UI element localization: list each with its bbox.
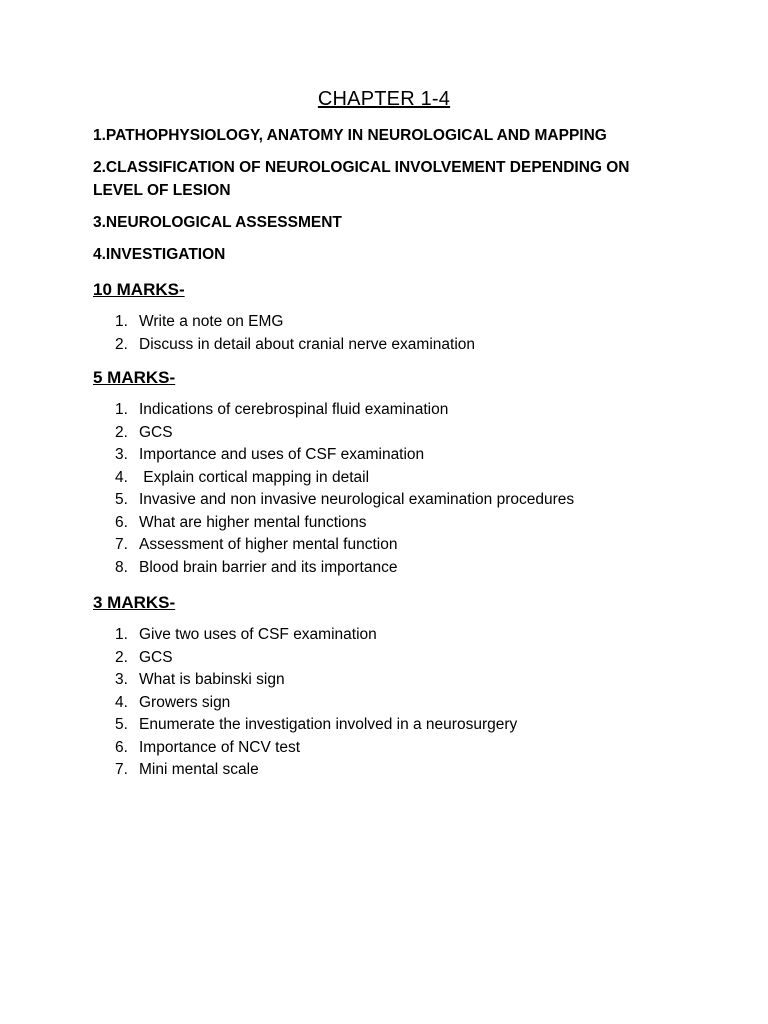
section-heading: 5 MARKS-: [93, 368, 176, 387]
page-title: CHAPTER 1-4: [317, 88, 451, 110]
question-number: 2.: [115, 335, 128, 353]
section-heading: 10 MARKS-: [93, 280, 185, 299]
question-text: GCS: [139, 423, 173, 441]
question-number: 7.: [115, 761, 128, 778]
question-number: 1.: [115, 401, 128, 418]
section-5-marks: [93, 367, 693, 579]
question-item: [93, 759, 693, 782]
question-number: 4.: [115, 693, 128, 711]
section-3-marks: [93, 592, 693, 782]
question-text: Importance and uses of CSF examination: [139, 446, 425, 463]
question-text: Invasive and non invasive neurological examination procedures: [139, 491, 575, 508]
question-text: Discuss in detail about cranial nerve examination: [139, 335, 476, 353]
section-heading: 3 MARKS-: [93, 593, 176, 612]
question-item: [93, 311, 693, 334]
question-text: Importance of NCV test: [139, 738, 301, 756]
question-item: [93, 422, 693, 445]
question-number: 7.: [115, 536, 128, 553]
question-item: [93, 692, 693, 715]
question-item: [93, 512, 693, 535]
question-list: [93, 399, 693, 579]
question-number: 6.: [115, 513, 128, 531]
question-item: [93, 399, 693, 422]
question-number: 6.: [115, 738, 128, 756]
question-number: 8.: [115, 558, 128, 576]
topic-item: 3.NEUROLOGICAL ASSESSMENT: [93, 214, 342, 231]
question-text: Growers sign: [139, 693, 231, 711]
question-item: [93, 534, 693, 557]
question-number: 5.: [115, 491, 128, 508]
question-text: Assessment of higher mental function: [139, 536, 398, 553]
section-10-marks: [93, 279, 693, 356]
question-list: [93, 311, 693, 356]
question-item: [93, 557, 693, 580]
question-number: 4.: [115, 468, 128, 486]
question-number: 3.: [115, 671, 128, 688]
question-text: Enumerate the investigation involved in a neurosurgery: [139, 716, 518, 733]
question-text: Write a note on EMG: [139, 313, 284, 330]
question-item: [93, 669, 693, 692]
question-item: [93, 714, 693, 737]
question-item: [93, 444, 693, 467]
topic-item: 4.INVESTIGATION: [93, 246, 226, 263]
question-number: 2.: [115, 423, 128, 441]
question-text: What are higher mental functions: [139, 513, 367, 531]
question-item: [93, 489, 693, 512]
question-text: Give two uses of CSF examination: [139, 626, 377, 643]
question-text: Blood brain barrier and its importance: [139, 558, 398, 576]
question-number: 1.: [115, 626, 128, 643]
question-item: [93, 334, 693, 357]
question-list: [93, 624, 693, 782]
question-number: 1.: [115, 313, 128, 330]
topic-item: 2.CLASSIFICATION OF NEUROLOGICAL INVOLVEMENT DEPENDING ON LEVEL OF LESION: [93, 159, 630, 199]
question-item: [93, 737, 693, 760]
question-text: Explain cortical mapping in detail: [139, 468, 370, 486]
topic-list: [93, 124, 683, 275]
question-text: What is babinski sign: [139, 671, 285, 688]
topic-item: 1.PATHOPHYSIOLOGY, ANATOMY IN NEUROLOGICAL AND MAPPING: [93, 127, 607, 144]
question-text: Mini mental scale: [139, 761, 259, 778]
question-number: 2.: [115, 648, 128, 666]
question-number: 3.: [115, 446, 128, 463]
question-number: 5.: [115, 716, 128, 733]
question-item: [93, 647, 693, 670]
question-item: [93, 624, 693, 647]
question-item: [93, 467, 693, 490]
question-text: GCS: [139, 648, 173, 666]
question-text: Indications of cerebrospinal fluid examination: [139, 401, 449, 418]
